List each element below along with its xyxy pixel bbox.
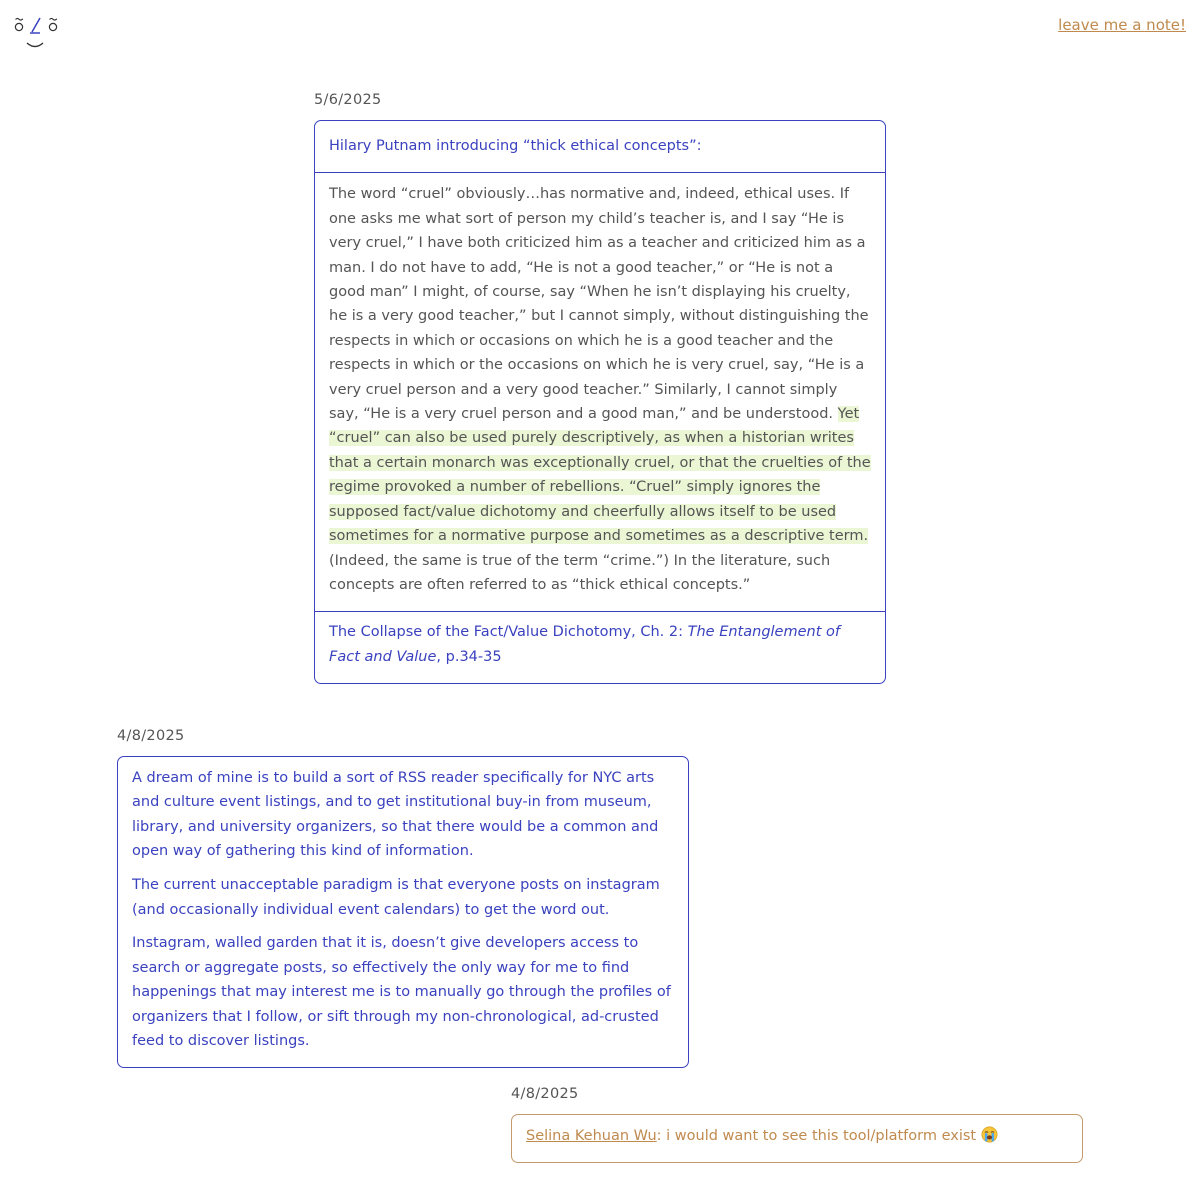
citation-chapter: The Entanglement of Fact and Value [329, 624, 840, 665]
entry-idea [117, 727, 689, 1068]
idea-body [118, 757, 688, 1067]
commenter-link[interactable]: Selina Kehuan Wu [526, 1128, 657, 1144]
leave-note-link[interactable]: leave me a note! [1058, 16, 1186, 34]
face-logo-icon[interactable] [12, 12, 62, 56]
idea-paragraph: Instagram, walled garden that it is, doesn’t give developers access to search or aggregate posts, so effectively the only way for me to find happenings that may interest me is to manually go through the profiles of organizers that I follow, or sift through my non-chronological, ad-crusted feed to discover listings. [132, 935, 671, 1050]
quote-body [315, 172, 885, 611]
quote-text-end: (Indeed, the same is true of the term “crime.”) In the literature, such concepts are often referred to as “thick ethical concepts.” [329, 552, 831, 593]
entry-comment [511, 1085, 1083, 1163]
entry-date: 4/8/2025 [117, 728, 185, 744]
idea-paragraph: A dream of mine is to build a sort of RSS reader specifically for NYC arts and culture event listings, and to get institutional buy-in from museum, library, and university organizers, so that there would be a common and open way of gathering this kind of information. [132, 770, 659, 860]
idea-card [117, 756, 689, 1068]
comment-body [512, 1115, 1082, 1162]
comment-card [511, 1114, 1083, 1163]
comment-text: : i would want to see this tool/platform exist [656, 1128, 977, 1144]
quote-highlight: Yet “cruel” can also be used purely descriptively, as when a historian writes that a certain monarch was exceptionally cruel, or that the cruelties of the regime provoked a number of rebellions. “Cruel” simply ignores the supposed fact/value dichotomy and cheerfully allows itself to be used sometimes for a normative purpose and sometimes as a descriptive term. [329, 406, 871, 545]
citation-book: The Collapse of the Fact/Value Dichotomy, Ch. 2: [329, 624, 688, 641]
idea-paragraph: The current unacceptable paradigm is that everyone posts on instagram (and occasionally individual event calendars) to get the word out. [132, 877, 660, 918]
quote-card [314, 120, 886, 684]
entry-quote [314, 91, 886, 684]
loudly-crying-face-icon [981, 1126, 998, 1143]
citation-pages: , p.34-35 [436, 648, 502, 665]
quote-text: The word “cruel” obviously…has normative and, indeed, ethical uses. If one asks me what sort of person my child’s teacher is, and I say “He is very cruel,” I have both criticized him as a teacher and criticized him as a man. I do not have to add, “He is not a good teacher,” or “He is not a good man” I might, of course, say “When he isn’t displaying his cruelty, he is a very good teacher,” but I cannot simply, without distinguishing the respects in which or occasions on which he is a good teacher and the respects in which or the occasions on which he is very cruel, say, “He is a very cruel person and a very good teacher.” Similarly, I cannot simply say, “He is a very cruel person and a good man,” and be understood. [329, 186, 869, 423]
entry-date: 5/6/2025 [314, 92, 382, 108]
quote-citation [315, 611, 885, 683]
quote-title: Hilary Putnam introducing “thick ethical concepts”: [329, 138, 702, 154]
entry-date: 4/8/2025 [511, 1086, 579, 1102]
